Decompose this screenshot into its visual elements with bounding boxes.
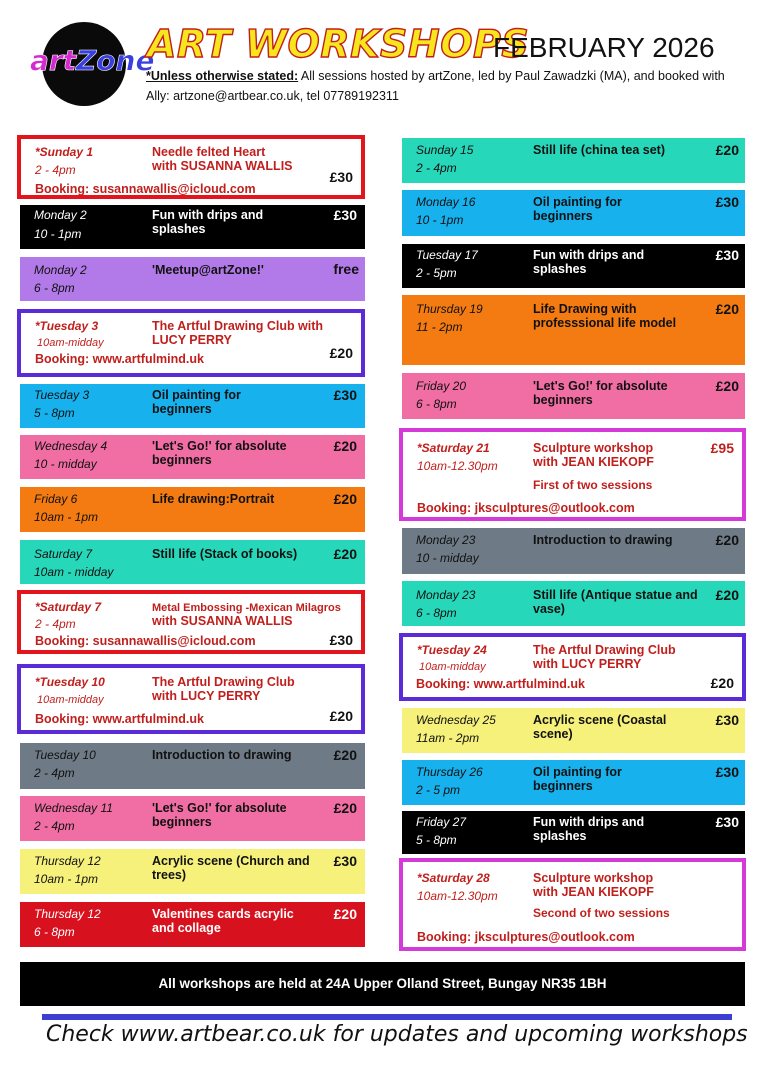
session-tutor: with JEAN KIEKOPF [533,455,654,469]
session-tutor: LUCY PERRY [152,333,232,347]
session-card [399,858,746,951]
session-day: Monday 2 [34,263,87,277]
session-time: 6 - 8pm [34,281,75,295]
session-card [402,244,745,288]
session-title: Oil painting for beginners [533,765,622,793]
session-title: Valentines cards acrylic and collage [152,907,294,935]
session-day: Monday 2 [34,208,87,222]
session-title: Still life (Antique statue and vase) [533,588,698,616]
session-title: Needle felted Heart [152,145,266,159]
session-day: Monday 23 [416,533,476,547]
session-price: £20 [715,301,739,317]
session-title: Oil painting for beginners [533,195,622,223]
website-note: Check www.artbear.co.uk for updates and upcoming workshops [46,1022,748,1047]
session-price: £30 [333,853,357,869]
session-card [20,205,365,249]
session-card [402,190,745,236]
session-card [20,902,365,947]
session-title: Sculpture workshop [533,871,654,885]
session-card [17,590,365,654]
hosting-note-text: All sessions hosted by artZone, led by Paul Zawadzki (MA), and booked with Ally: artzone@artbear.co.uk, tel 07789192311 [146,69,725,103]
session-card [17,664,365,734]
session-title: Introduction to drawing [152,748,292,762]
session-card [20,435,365,479]
booking-contact: Booking: susannawallis@icloud.com [35,182,256,196]
hosting-note [146,66,746,106]
session-price: £30 [715,764,739,780]
session-price: £30 [329,169,353,185]
session-time: 10 - 1pm [416,213,464,227]
session-tutor: with LUCY PERRY [533,657,642,671]
session-card [17,135,365,199]
session-price: £30 [715,712,739,728]
session-card [20,487,365,532]
session-card [20,257,365,301]
session-card [20,849,365,894]
session-title: Fun with drips and splashes [533,815,645,843]
session-price: £30 [715,247,739,263]
session-time: 5 - 8pm [34,406,75,420]
divider [42,1014,732,1020]
session-price: £30 [333,387,357,403]
session-tutor: with JEAN KIEKOPF [533,885,654,899]
session-day: Sunday 15 [416,143,474,157]
session-title: Sculpture workshop [533,441,654,455]
session-title: 'Meetup@artZone!' [152,263,264,277]
session-title: The Artful Drawing Club with [152,319,324,333]
session-time: 10am-12.30pm [417,889,498,903]
session-card [402,708,745,753]
session-time: 2 - 4pm [416,161,457,175]
session-time: 2 - 4pm [35,163,76,177]
session-card [20,540,365,584]
session-day: *Saturday 7 [35,600,102,614]
session-time: 10 - midday [416,551,479,565]
session-title: Metal Embossing -Mexican Milagros [152,602,341,614]
session-price: £20 [333,438,357,454]
session-title: Life Drawing with professsional life model [533,302,677,330]
session-title: Fun with drips and splashes [152,208,264,236]
session-day: Tuesday 3 [34,388,90,402]
booking-contact: Booking: www.artfulmind.uk [35,352,204,366]
session-day: Monday 16 [416,195,476,209]
svg-text:art: art [30,44,77,77]
session-tutor: with LUCY PERRY [152,689,261,703]
session-title: Oil painting for beginners [152,388,241,416]
session-time: 10am-midday [37,337,104,349]
booking-contact: Booking: www.artfulmind.uk [35,712,204,726]
session-time: 11 - 2pm [416,320,463,334]
booking-contact: Booking: jksculptures@outlook.com [417,930,635,944]
booking-contact: Booking: jksculptures@outlook.com [417,501,635,515]
session-title: Acrylic scene (Church and trees) [152,854,310,882]
booking-contact: Booking: susannawallis@icloud.com [35,634,256,648]
session-card [402,528,745,574]
session-day: Tuesday 17 [416,248,478,262]
session-title: 'Let's Go!' for absolute beginners [533,379,668,407]
session-price: £20 [710,675,734,691]
session-time: 11am - 2pm [416,731,480,745]
month-heading: FEBRUARY 2026 [493,32,715,63]
session-price: £20 [715,587,739,603]
session-title: Still life (Stack of books) [152,547,298,561]
session-title: Life drawing:Portrait [152,492,275,506]
session-time: 10am-midday [37,694,104,706]
session-price: £20 [333,800,357,816]
session-price: £20 [329,345,353,361]
session-note: Second of two sessions [533,906,670,920]
session-time: 10am - midday [34,565,114,579]
session-title: 'Let's Go!' for absolute beginners [152,801,287,829]
session-tutor: with SUSANNA WALLIS [152,159,293,173]
session-day: *Tuesday 24 [417,643,487,657]
session-title: 'Let's Go!' for absolute beginners [152,439,287,467]
session-card [399,633,746,701]
session-card [402,760,745,805]
session-time: 10am - 1pm [34,872,99,886]
session-time: 2 - 5 pm [416,783,461,797]
session-title: Still life (china tea set) [533,143,665,157]
session-price: £20 [715,378,739,394]
session-day: *Saturday 28 [417,871,490,885]
session-price: £20 [715,532,739,548]
session-price: £30 [333,207,357,223]
session-price: £20 [333,546,357,562]
session-day: *Sunday 1 [35,145,94,159]
session-tutor: with SUSANNA WALLIS [152,614,293,628]
session-price: £95 [710,440,734,456]
session-price: free [333,261,359,277]
session-card [17,309,365,377]
session-card [402,581,745,626]
session-card [399,428,746,521]
session-day: Friday 20 [416,379,467,393]
session-day: Monday 23 [416,588,476,602]
session-day: Saturday 7 [34,547,93,561]
venue-banner: All workshops are held at 24A Upper Olland Street, Bungay NR35 1BH [20,962,745,1006]
session-day: Wednesday 4 [34,439,108,453]
session-price: £20 [715,142,739,158]
session-card [402,811,745,854]
session-title: The Artful Drawing Club [533,643,676,657]
session-day: Tuesday 10 [34,748,96,762]
hosting-note-label: *Unless otherwise stated: [146,69,299,83]
session-time: 10 - midday [34,457,97,471]
session-card [20,796,365,841]
session-price: £20 [333,906,357,922]
session-day: Thursday 12 [34,854,101,868]
booking-contact: Booking: www.artfulmind.uk [416,677,585,691]
session-time: 10am-12.30pm [417,459,498,473]
session-note: First of two sessions [533,478,653,492]
session-title: The Artful Drawing Club [152,675,295,689]
session-day: Thursday 19 [416,302,483,316]
session-title: Fun with drips and splashes [533,248,645,276]
session-price: £30 [715,194,739,210]
session-day: Wednesday 25 [416,713,496,727]
session-time: 6 - 8pm [416,397,457,411]
session-time: 10am - 1pm [34,510,99,524]
session-time: 6 - 8pm [34,925,75,939]
page-title: ART WORKSHOPS [147,22,530,66]
session-card [20,384,365,428]
session-card [402,138,745,183]
session-time: 2 - 4pm [35,617,76,631]
session-title: Acrylic scene (Coastal scene) [533,713,667,741]
session-title: Introduction to drawing [533,533,673,547]
session-time: 10 - 1pm [34,227,82,241]
session-time: 2 - 4pm [34,819,75,833]
artzone-logo [26,16,155,108]
session-card [402,373,745,419]
session-price: £30 [329,632,353,648]
session-card [402,295,745,365]
session-day: Friday 27 [416,815,467,829]
session-day: Wednesday 11 [34,801,113,815]
session-price: £30 [715,814,739,830]
session-time: 2 - 5pm [416,266,457,280]
session-day: *Tuesday 10 [35,675,105,689]
session-time: 2 - 4pm [34,766,75,780]
session-day: Friday 6 [34,492,78,506]
session-time: 6 - 8pm [416,606,457,620]
session-price: £20 [333,491,357,507]
session-price: £20 [333,747,357,763]
session-day: Thursday 26 [416,765,483,779]
session-time: 10am-midday [419,661,486,673]
session-day: *Saturday 21 [417,441,490,455]
session-card [20,743,365,789]
session-day: *Tuesday 3 [35,319,99,333]
session-day: Thursday 12 [34,907,101,921]
session-price: £20 [329,708,353,724]
session-time: 5 - 8pm [416,833,457,847]
svg-text:Zone: Zone [76,44,155,77]
